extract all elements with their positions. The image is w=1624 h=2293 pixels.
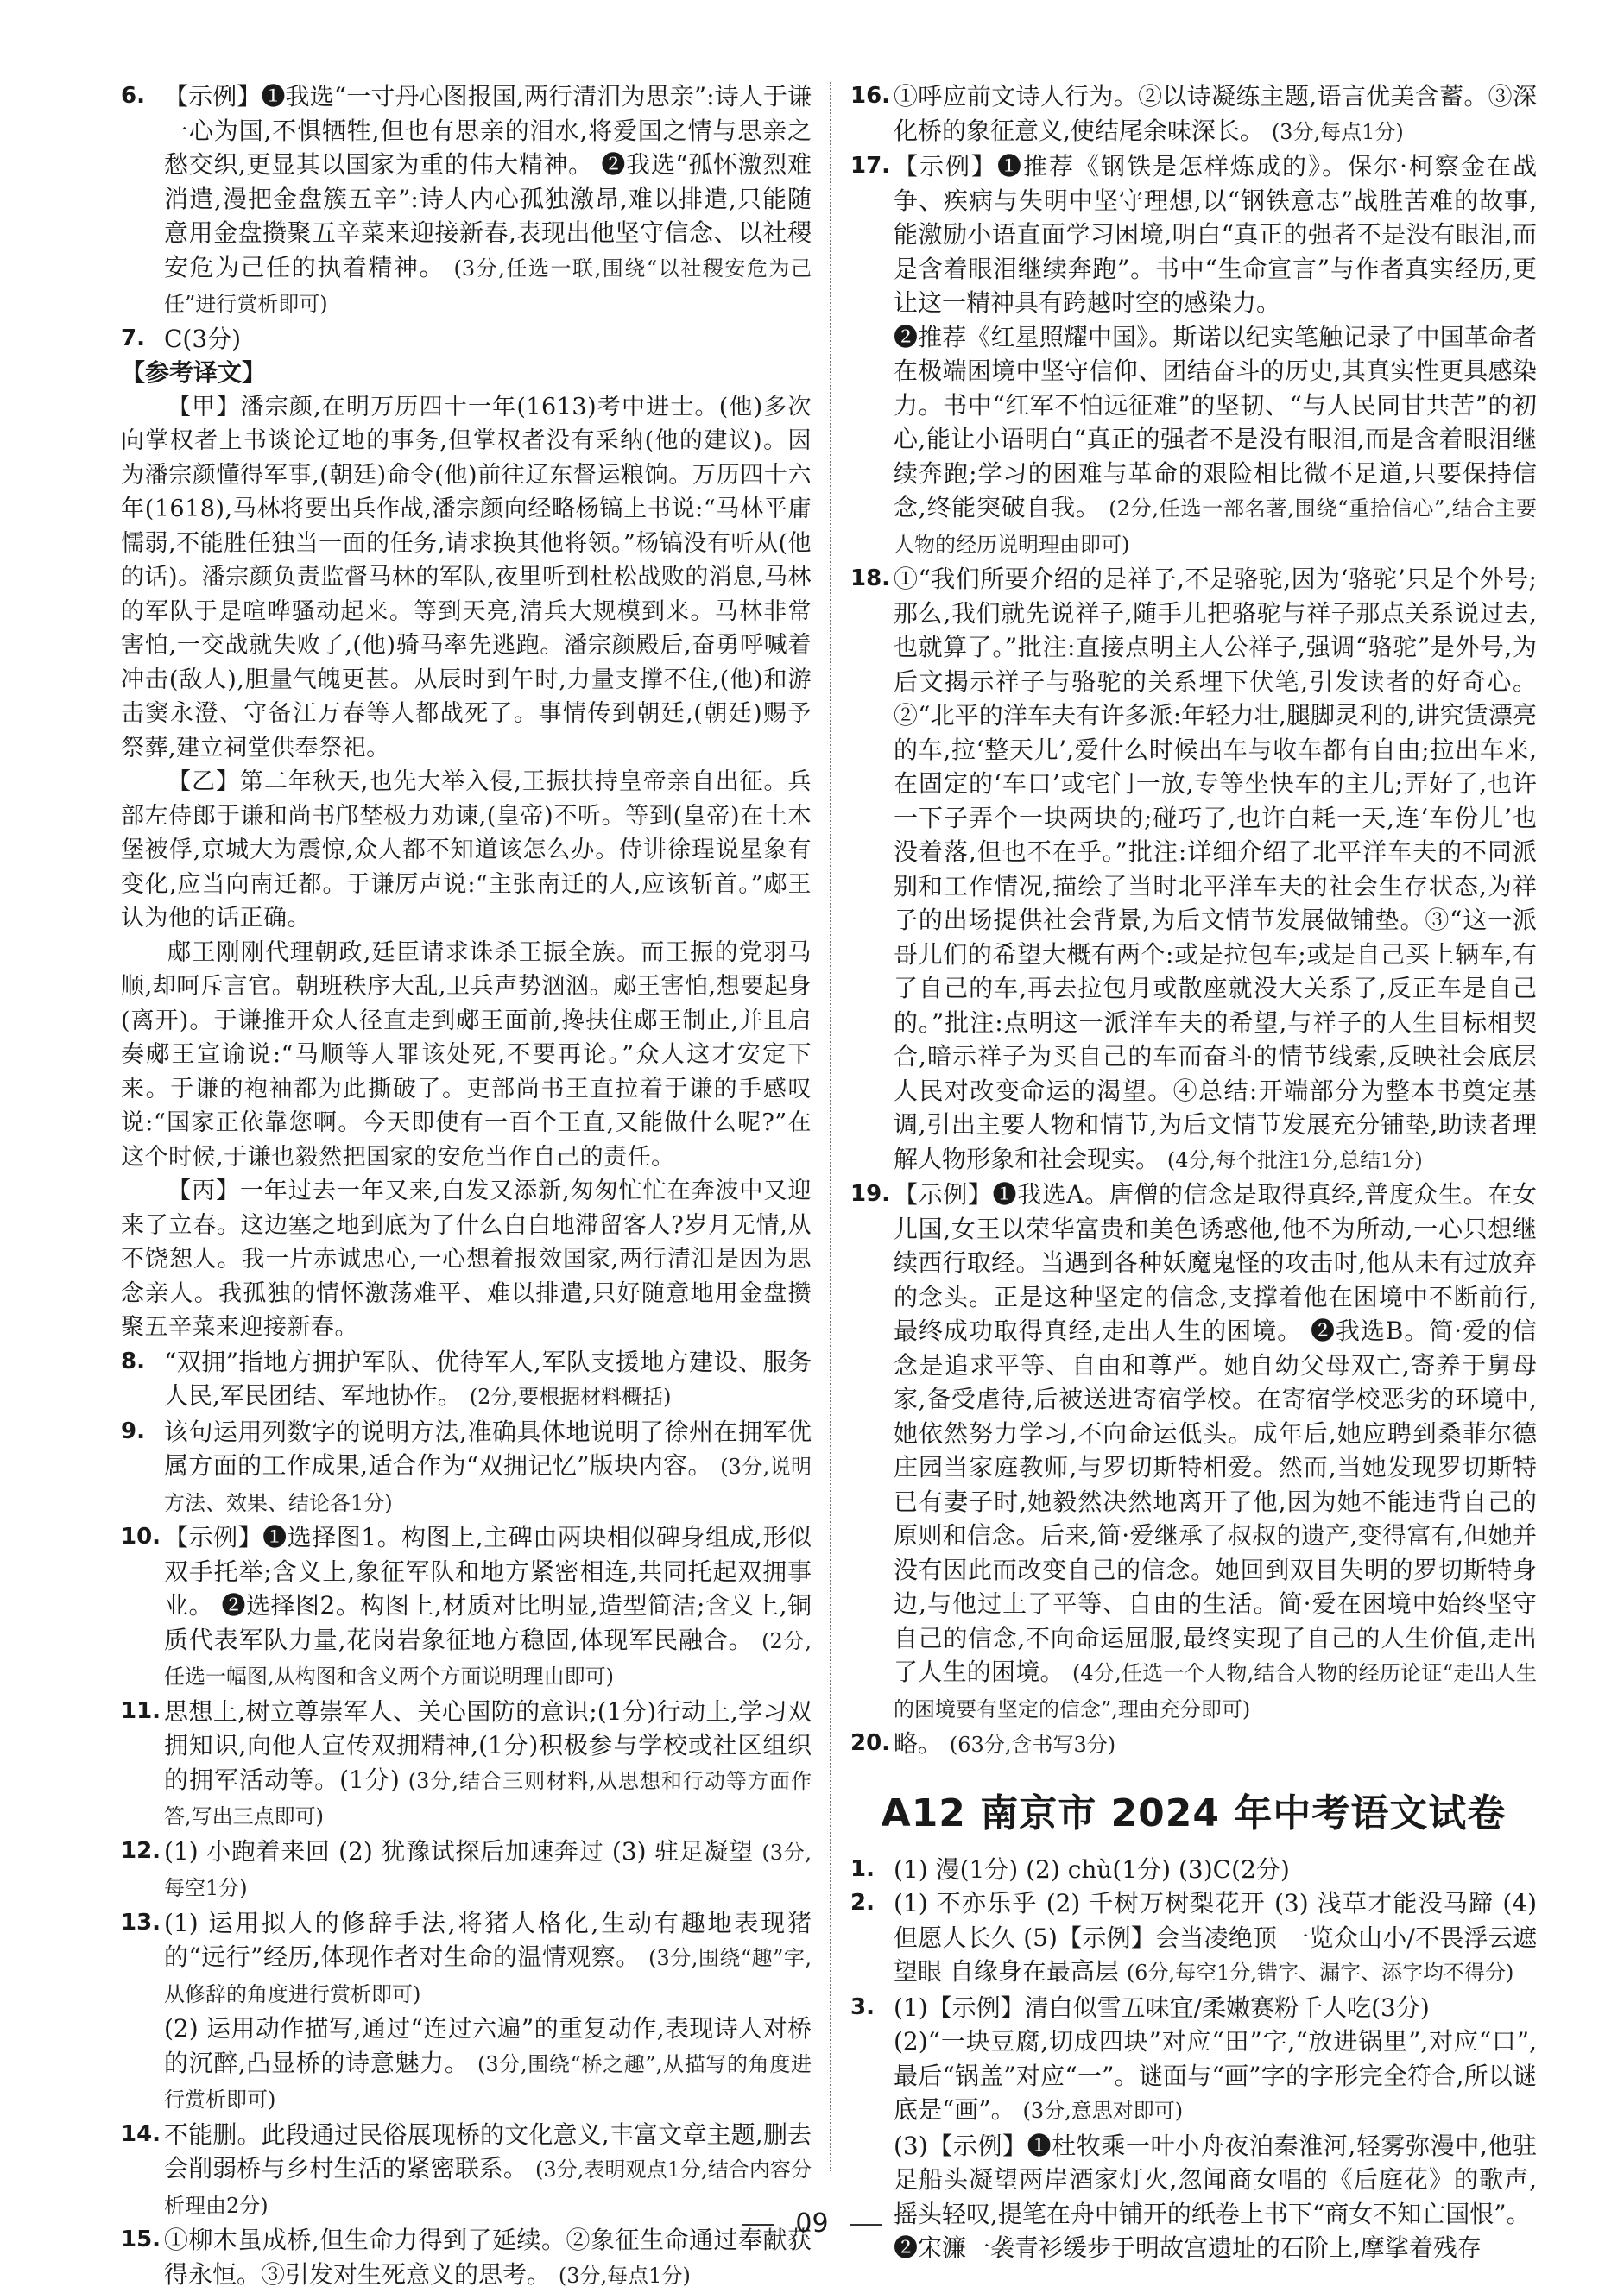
answer-text: C(3分) bbox=[164, 324, 242, 353]
answer-part: 【示例】❶推荐《钢铁是怎样炼成的》。保尔·柯察金在战争、疾病与失明中坚守理想,以“钢铁意志”战胜苦难的故事,能激励小语直面学习困境,明白“真正的强者不是没有眼泪,而是含着眼泪继续奔跑”。书中“生命宣言”与作者真实经历,更让这一精神具有跨越时空的感染力。 bbox=[894, 152, 1537, 317]
answer-text: (1) 漫(1分) (2) chù(1分) (3)C(2分) bbox=[894, 1854, 1290, 1884]
answer-11 bbox=[121, 1695, 812, 1835]
scoring-note: (3分,每点1分) bbox=[558, 2263, 691, 2288]
answer-9 bbox=[121, 1415, 812, 1521]
answer-19 bbox=[850, 1178, 1537, 1727]
answer-s2 bbox=[850, 1886, 1537, 1991]
answer-text: (2)“一块豆腐,切成四块”对应“田”字,“放进锅里”,对应“口”,最后“锅盖”对应“一”。谜面与“画”字的字形完全符合,所以谜底是“画”。 bbox=[894, 2027, 1537, 2124]
answer-text: 【示例】❶选择图1。构图上,主碑由两块相似碑身组成,形似双手托举;含义上,象征军队和地方紧密相连,共同托起双拥事业。 ❷选择图2。构图上,材质对比明显,造型简洁;含义上,铜质代表军队力量,花岗岩象征地方稳固,体现军民融合。 bbox=[164, 1523, 812, 1654]
question-number: 12. bbox=[121, 1837, 161, 1864]
question-number: 2. bbox=[850, 1890, 875, 1916]
scoring-note: (4分,每个批注1分,总结1分) bbox=[1166, 1147, 1423, 1172]
scoring-note: (3分,围绕“桥之趣”,从描写的角度进行赏析即可) bbox=[164, 2051, 812, 2112]
answer-text: 该句运用列数字的说明方法,准确具体地说明了徐州在拥军优属方面的工作成果,适合作为“双拥记忆”版块内容。 bbox=[164, 1417, 812, 1480]
answer-10 bbox=[121, 1520, 812, 1695]
question-number: 15. bbox=[121, 2227, 161, 2252]
answer-14 bbox=[121, 2118, 812, 2224]
translation-paragraph: 【乙】第二年秋天,也先大举入侵,王振扶持皇帝亲自出征。兵部左侍郎于谦和尚书邝埜极力劝谏,(皇帝)不听。等到(皇帝)在土木堡被俘,京城大为震惊,众人都不知道该怎么办。侍讲徐珵说星象有变化,应当向南迁都。于谦厉声说:“主张南迁的人,应该斩首。”郕王认为他的话正确。 bbox=[121, 768, 812, 932]
question-number: 7. bbox=[121, 325, 145, 351]
answer-part: (3)【示例】❶杜牧乘一叶小舟夜泊秦淮河,轻雾弥漫中,他驻足船头凝望两岸酒家灯火,忽闻商女唱的《后庭花》的歌声,摇头轻叹,提笔在舟中铺开的纸卷上书下“商女不知亡国恨”。 bbox=[894, 2131, 1537, 2228]
answer-text: (1) 小跑着来回 (2) 犹豫试探后加速奔过 (3) 驻足凝望 bbox=[164, 1836, 754, 1866]
answer-12 bbox=[121, 1835, 812, 1906]
question-number: 16. bbox=[850, 83, 891, 109]
translation-paragraph: 郕王刚刚代理朝政,廷臣请求诛杀王振全族。而王振的党羽马顺,却呵斥言官。朝班秩序大乱,卫兵声势汹汹。郕王害怕,想要起身(离开)。于谦推开众人径直走到郕王面前,搀扶住郕王制止,并且启奏郕王宣谕说:“马顺等人罪该处死,不要再论。”众人这才安定下来。于谦的袍袖都为此撕破了。吏部尚书王直拉着于谦的手感叹说:“国家正依靠您啊。今天即使有一百个王直,又能做什么呢?”在这个时候,于谦也毅然把国家的安危当作自己的责任。 bbox=[121, 938, 812, 1171]
answer-16 bbox=[850, 79, 1537, 149]
question-number: 17. bbox=[850, 153, 891, 179]
answer-8 bbox=[121, 1345, 812, 1415]
footer-rule bbox=[850, 2224, 882, 2226]
scoring-note: (2分,要根据材料概括) bbox=[469, 1385, 672, 1409]
scoring-note: (3分,说明方法、效果、结论各1分) bbox=[164, 1455, 812, 1515]
answer-text: “双拥”指地方拥护军队、优待军人,军队支援地方建设、服务人民,军民团结、军地协作。 bbox=[164, 1347, 812, 1410]
scoring-note: (2分,任选一部名著,围绕“重拾信心”,结合主要人物的经历说明理由即可) bbox=[894, 496, 1538, 557]
page-footer bbox=[0, 2208, 1624, 2239]
scoring-note: (6分,每空1分,错字、漏字、添字均不得分) bbox=[1126, 1961, 1514, 1985]
right-column bbox=[850, 79, 1537, 2265]
answer-part: ❷宋濂一袭青衫缓步于明故宫遗址的石阶上,摩挲着残存 bbox=[894, 2233, 1482, 2262]
question-number: 3. bbox=[850, 1993, 875, 2020]
question-number: 8. bbox=[121, 1348, 145, 1374]
answer-20 bbox=[850, 1727, 1537, 1763]
answer-part: (1)【示例】清白似雪五味宜/柔嫩赛粉千人吃(3分) bbox=[894, 1993, 1430, 2022]
answer-text: 思想上,树立尊崇军人、关心国防的意识;(1分)行动上,学习双拥知识,向他人宣传双拥精神,(1分)积极参与学校或社区组织的拥军活动等。(1分) bbox=[164, 1696, 812, 1794]
question-number: 9. bbox=[121, 1418, 145, 1444]
scoring-note: (3分,表明观点1分,结合内容分析理由2分) bbox=[164, 2157, 812, 2218]
answer-part bbox=[164, 1906, 812, 2012]
answer-7 bbox=[121, 322, 812, 357]
answer-13 bbox=[121, 1906, 812, 2118]
question-number: 19. bbox=[850, 1181, 891, 1207]
scoring-note: (3分,意思对即可) bbox=[1022, 2099, 1184, 2123]
scoring-note: (3分,每空1分) bbox=[164, 1840, 812, 1900]
scoring-note: (3分,围绕“趣”字,从修辞的角度进行赏析即可) bbox=[164, 1946, 812, 2006]
answer-18 bbox=[850, 562, 1537, 1178]
question-number: 10. bbox=[121, 1524, 161, 1550]
column-divider bbox=[830, 82, 831, 2171]
left-column bbox=[121, 79, 812, 2293]
scoring-note: (3分,任选一联,围绕“以社稷安危为己任”进行赏析即可) bbox=[164, 256, 812, 316]
question-number: 14. bbox=[121, 2120, 161, 2147]
answer-6 bbox=[121, 79, 812, 322]
question-number: 1. bbox=[850, 1855, 875, 1882]
question-number: 11. bbox=[121, 1697, 161, 1724]
answer-text: ①呼应前文诗人行为。②以诗凝练主题,语言优美含蓄。③深化桥的象征意义,使结尾余味深长。 bbox=[894, 82, 1537, 145]
answer-s1 bbox=[850, 1853, 1537, 1887]
answer-part bbox=[894, 320, 1537, 563]
scoring-note: (63分,含书写3分) bbox=[949, 1733, 1116, 1757]
question-number: 18. bbox=[850, 565, 891, 591]
scoring-note: (2分,任选一幅图,从构图和含义两个方面说明理由即可) bbox=[164, 1628, 812, 1689]
answer-text: 【示例】❶我选A。唐僧的信念是取得真经,普度众生。在女儿国,女王以荣华富贵和美色诱惑他,他不为所动,一心只想继续西行取经。当遇到各种妖魔鬼怪的攻击时,他从未有过放弃的念头。正是这种坚定的信念,支撑着他在困境中不断前行,最终成功取得真经,走出人生的困境。 ❷我选B。简·爱的信念是追求平等、自由和尊严。她自幼父母双亡,寄养于舅母家,备受虐待,后被送进寄宿学校。在寄宿学校恶劣的环境中,她依然努力学习,不向命运低头。成年后,她应聘到桑菲尔德庄园当家庭教师,与罗切斯特相爱。然而,当她发现罗切斯特已有妻子时,她毅然决然地离开了他,因为她不能违背自己的原则和信念。后来,简·爱继承了叔叔的遗产,变得富有,但她并没有因此而改变自己的信念。她回到双目失明的罗切斯特身边,与他过上了平等、自由的生活。简·爱在困境中始终坚守自己的信念,不向命运屈服,最终实现了自己的人生价值,走出了人生的困境。 bbox=[894, 1180, 1537, 1686]
section-title: A12 南京市 2024 年中考语文试卷 bbox=[881, 1791, 1507, 1835]
answer-text: ❷推荐《红星照耀中国》。斯诺以纪实笔触记录了中国革命者在极端困境中坚守信仰、团结奋斗的历史,其真实性更具感染力。书中“红军不怕远征难”的坚韧、“与人民同甘共苦”的初心,能让小语明白“真正的强者不是没有眼泪,而是含着眼泪继续奔跑;学习的困难与革命的艰险相比微不足道,只要保持信念,终能突破自我。 bbox=[894, 322, 1537, 521]
translation-paragraph: 【丙】一年过去一年又来,白发又添新,匆匆忙忙在奔波中又迎来了立春。这边塞之地到底为了什么白白地滞留客人?岁月无情,从不饶恕人。我一片赤诚忠心,一心想着报效国家,两行清泪是因为思念亲人。我孤独的情怀激荡难平、难以排遣,只好随意地用金盘攒聚五辛菜来迎接新春。 bbox=[121, 1178, 812, 1341]
page-number: 09 bbox=[795, 2208, 829, 2239]
answer-part bbox=[164, 2012, 812, 2118]
question-number: 13. bbox=[121, 1909, 161, 1936]
answer-text: (1) 不亦乐乎 (2) 千树万树梨花开 (3) 浅草才能没马蹄 (4) 但愿人长久 (5)【示例】会当凌绝顶 一览众山小/不畏浮云遮望眼 自缘身在最高层 bbox=[894, 1889, 1537, 1986]
answer-part bbox=[894, 2025, 1537, 2129]
translation-paragraph: 【甲】潘宗颜,在明万历四十一年(1613)考中进士。(他)多次向掌权者上书谈论辽地的事务,但掌权者没有采纳(他的建议)。因为潘宗颜懂得军事,(朝廷)命令(他)前往辽东督运粮饷。万历四十六年(1618),马林将要出兵作战,潘宗颜向经略杨镐上书说:“马林平庸懦弱,不能胜任独当一面的任务,请求换其他将领。”杨镐没有听从(他的话)。潘宗颜负责监督马林的军队,夜里听到杜松战败的消息,马林的军队于是喧哗骚动起来。等到天亮,清兵大规模到来。马林非常害怕,一交战就失败了,(他)骑马率先逃跑。潘宗颜殿后,奋勇呼喊着冲击(敌人),胆量气魄更甚。从辰时到午时,力量支撑不住,(他)和游击窦永澄、守备江万春等人都战死了。事情传到朝廷,(朝廷)赐予祭葬,建立祠堂供奉祭祀。 bbox=[121, 393, 812, 761]
footer-rule bbox=[742, 2224, 774, 2226]
answer-text: 不能删。此段通过民俗展现桥的文化意义,丰富文章主题,删去会削弱桥与乡村生活的紧密联系。 bbox=[164, 2119, 812, 2182]
question-number: 20. bbox=[850, 1730, 891, 1756]
scoring-note: (3分,每点1分) bbox=[1271, 119, 1404, 144]
question-number: 6. bbox=[121, 83, 145, 109]
answer-text: ①“我们所要介绍的是祥子,不是骆驼,因为‘骆驼’只是个外号;那么,我们就先说祥子,随手儿把骆驼与祥子那点关系说过去,也就算了。”批注:直接点明主人公祥子,强调“骆驼”是外号,为后文揭示祥子与骆驼的关系埋下伏笔,引发读者的好奇心。②“北平的洋车夫有许多派:年轻力壮,腿脚灵利的,讲究赁漂亮的车,拉‘整天儿’,爱什么时候出车与收车都有自由;拉出车来,在固定的‘车口’或宅门一放,专等坐快车的主儿;弄好了,也许一下子弄个一块两块的;碰巧了,也许白耗一天,连‘车份儿’也没着落,但也不在乎。”批注:详细介绍了北平洋车夫的不同派别和工作情况,描绘了当时北平洋车夫的社会生存状态,为祥子的出场提供社会背景,为后文情节发展做铺垫。③“这一派哥儿们的希望大概有两个:或是拉包车;或是自己买上辆车,有了自己的车,再去拉包月或散座就没大关系了,反正车是自己的。”批注:点明这一派洋车夫的希望,与祥子的人生目标相契合,暗示祥子为买自己的车而奋斗的情节线索,反映社会底层人民对改变命运的渴望。④总结:开端部分为整本书奠定基调,引出主要人物和情节,为后文情节发展充分铺垫,助读者理解人物形象和社会现实。 bbox=[894, 565, 1537, 1173]
scoring-note: (4分,任选一个人物,结合人物的经历论证“走出人生的困境要有坚定的信念”,理由充分即可) bbox=[894, 1661, 1537, 1721]
translation-heading: 【参考译文】 bbox=[121, 358, 267, 387]
answer-17 bbox=[850, 149, 1537, 562]
answer-text: ①柳木虽成桥,但生命力得到了延续。②象征生命通过奉献获得永恒。③引发对生死意义的思考。 bbox=[164, 2226, 812, 2289]
answer-text: (1) 运用拟人的修辞手法,将猪人格化,生动有趣地表现猪的“远行”经历,体现作者对生命的温情观察。 bbox=[164, 1908, 812, 1971]
scoring-note: (3分,结合三则材料,从思想和行动等方面作答,写出三点即可) bbox=[164, 1768, 812, 1829]
answer-text: (2) 运用动作描写,通过“连过六遍”的重复动作,表现诗人对桥的沉醉,凸显桥的诗意魅力。 bbox=[164, 2014, 812, 2077]
answer-text: 【示例】❶我选“一寸丹心图报国,两行清泪为思亲”:诗人于谦一心为国,不惧牺牲,但也有思亲的泪水,将爱国之情与思亲之愁交织,更显其以国家为重的伟大精神。 ❷我选“孤怀激烈难消遣,漫把金盘簇五辛”:诗人内心孤独激昂,难以排遣,只能随意用金盘攒聚五辛菜来迎接新春,表现出他坚守信念、以社稷安危为己任的执着精神。 bbox=[164, 82, 812, 281]
answer-text: 略。 bbox=[894, 1729, 943, 1758]
